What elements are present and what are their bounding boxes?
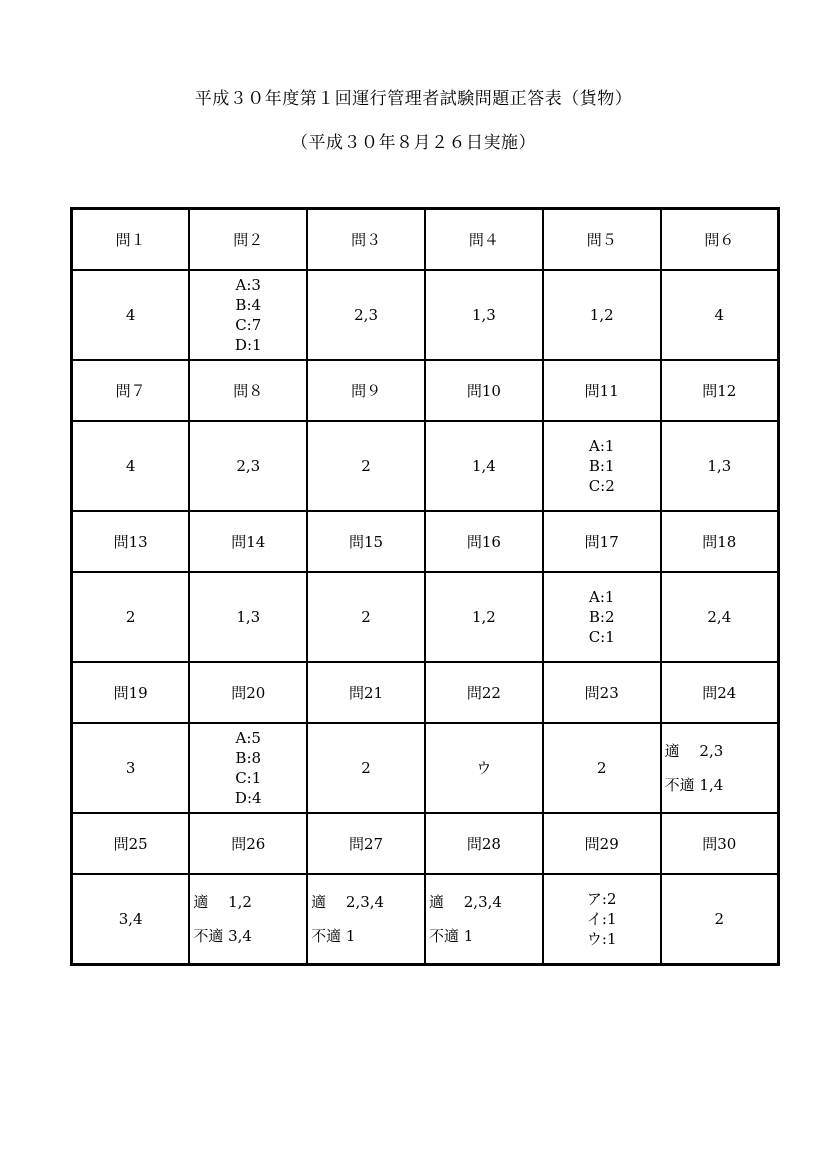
question-row xyxy=(72,813,779,874)
question-number-cell: 問17 xyxy=(543,511,661,572)
question-number-cell: 問20 xyxy=(189,662,307,723)
question-number-cell: 問16 xyxy=(425,511,543,572)
answer-cell xyxy=(543,572,661,662)
question-number-cell: 問29 xyxy=(543,813,661,874)
answer-cell xyxy=(425,572,543,662)
answer-line: B:4 xyxy=(235,296,262,314)
question-number-cell: 問10 xyxy=(425,360,543,421)
question-number-cell: 問３ xyxy=(307,209,425,271)
answer-cell xyxy=(189,421,307,511)
answer-line: 2 xyxy=(714,910,725,928)
answer-cell xyxy=(72,421,190,511)
answer-table xyxy=(70,207,780,966)
answer-table-body xyxy=(72,209,779,965)
question-row xyxy=(72,209,779,271)
answer-cell xyxy=(307,572,425,662)
question-row xyxy=(72,662,779,723)
answer-line: A:1 xyxy=(589,437,615,455)
answer-line: D:4 xyxy=(234,789,262,807)
answer-row xyxy=(72,270,779,360)
answer-cell xyxy=(307,270,425,360)
answer-line: 3 xyxy=(125,759,136,777)
question-number-cell: 問８ xyxy=(189,360,307,421)
answer-row xyxy=(72,572,779,662)
answer-cell xyxy=(72,723,190,813)
answer-line: 1,3 xyxy=(707,457,732,475)
question-number-cell: 問５ xyxy=(543,209,661,271)
question-number-cell: 問18 xyxy=(661,511,779,572)
question-number-cell: 問26 xyxy=(189,813,307,874)
answer-row xyxy=(72,874,779,965)
page-subtitle: （平成３０年８月２６日実施） xyxy=(291,133,536,153)
answer-cell xyxy=(72,874,190,965)
question-number-cell: 問13 xyxy=(72,511,190,572)
answer-line: 4 xyxy=(125,457,136,475)
answer-cell xyxy=(543,270,661,360)
question-number-cell: 問11 xyxy=(543,360,661,421)
answer-cell xyxy=(543,723,661,813)
answer-line: 4 xyxy=(714,306,725,324)
answer-cell xyxy=(307,421,425,511)
answer-line: 2,3 xyxy=(236,457,261,475)
question-number-cell: 問14 xyxy=(189,511,307,572)
answer-line: B:2 xyxy=(588,608,615,626)
question-number-cell: 問12 xyxy=(661,360,779,421)
answer-line: B:1 xyxy=(588,457,615,475)
answer-line: C:1 xyxy=(588,628,615,646)
answer-cell xyxy=(543,874,661,965)
answer-line: 2 xyxy=(361,457,371,475)
answer-line: ウ:1 xyxy=(586,930,617,948)
question-number-cell: 問30 xyxy=(661,813,779,874)
question-number-cell: 問24 xyxy=(661,662,779,723)
suitable-line: 適 1,2 xyxy=(193,893,252,911)
answer-line: 1,3 xyxy=(471,306,496,324)
answer-cell xyxy=(307,874,425,965)
question-row xyxy=(72,511,779,572)
suitable-line: 適 2,3,4 xyxy=(311,893,385,911)
question-number-cell: 問27 xyxy=(307,813,425,874)
answer-line: ウ xyxy=(476,759,492,777)
unsuitable-line: 不適 1 xyxy=(311,927,356,945)
answer-cell xyxy=(661,723,779,813)
suitability-answer xyxy=(662,741,777,795)
suitable-line: 適 2,3,4 xyxy=(428,893,502,911)
answer-cell xyxy=(661,270,779,360)
question-number-cell: 問６ xyxy=(661,209,779,271)
answer-cell xyxy=(307,723,425,813)
answer-line: 2 xyxy=(125,608,136,626)
question-number-cell: 問23 xyxy=(543,662,661,723)
question-number-cell: 問25 xyxy=(72,813,190,874)
question-number-cell: 問28 xyxy=(425,813,543,874)
answer-line: A:3 xyxy=(235,276,261,294)
question-row xyxy=(72,360,779,421)
answer-line: ア:2 xyxy=(586,890,617,908)
question-number-cell: 問１ xyxy=(72,209,190,271)
answer-line: A:5 xyxy=(235,729,261,747)
answer-row xyxy=(72,723,779,813)
question-number-cell: 問21 xyxy=(307,662,425,723)
answer-cell xyxy=(425,874,543,965)
answer-line: 4 xyxy=(125,306,136,324)
answer-cell xyxy=(189,874,307,965)
page-title: 平成３０年度第１回運行管理者試験問題正答表（貨物） xyxy=(194,89,633,109)
suitability-answer xyxy=(426,892,542,946)
suitable-line: 適 2,3 xyxy=(664,742,724,760)
answer-cell xyxy=(189,723,307,813)
answer-line: 2 xyxy=(596,759,607,777)
suitability-answer xyxy=(308,892,424,946)
answer-line: B:8 xyxy=(235,749,262,767)
answer-line: 2,4 xyxy=(707,608,732,626)
suitability-answer xyxy=(190,892,306,946)
unsuitable-line: 不適 1 xyxy=(428,927,474,945)
answer-line: C:1 xyxy=(235,769,262,787)
question-number-cell: 問19 xyxy=(72,662,190,723)
answer-line: イ:1 xyxy=(586,910,617,928)
answer-cell xyxy=(543,421,661,511)
answer-line: 2 xyxy=(361,759,371,777)
answer-cell xyxy=(189,572,307,662)
answer-line: 2,3 xyxy=(354,306,378,324)
question-number-cell: 問２ xyxy=(189,209,307,271)
question-number-cell: 問９ xyxy=(307,360,425,421)
answer-cell xyxy=(72,270,190,360)
answer-cell xyxy=(661,421,779,511)
answer-line: 2 xyxy=(361,608,371,626)
answer-line: D:1 xyxy=(234,336,262,354)
question-number-cell: 問22 xyxy=(425,662,543,723)
answer-cell xyxy=(425,723,543,813)
answer-cell xyxy=(661,572,779,662)
question-number-cell: 問４ xyxy=(425,209,543,271)
question-number-cell: 問７ xyxy=(72,360,190,421)
answer-cell xyxy=(661,874,779,965)
answer-line: 1,4 xyxy=(471,457,496,475)
answer-cell xyxy=(425,421,543,511)
answer-cell xyxy=(72,572,190,662)
answer-cell xyxy=(189,270,307,360)
answer-line: C:2 xyxy=(588,477,615,495)
unsuitable-line: 不適 3,4 xyxy=(193,927,252,945)
answer-row xyxy=(72,421,779,511)
unsuitable-line: 不適 1,4 xyxy=(664,776,724,794)
answer-line: 1,2 xyxy=(471,608,496,626)
answer-cell xyxy=(425,270,543,360)
answer-line: 1,3 xyxy=(236,608,261,626)
answer-line: 1,2 xyxy=(589,306,614,324)
answer-line: A:1 xyxy=(589,588,615,606)
answer-line: 3,4 xyxy=(118,910,143,928)
question-number-cell: 問15 xyxy=(307,511,425,572)
answer-line: C:7 xyxy=(235,316,262,334)
